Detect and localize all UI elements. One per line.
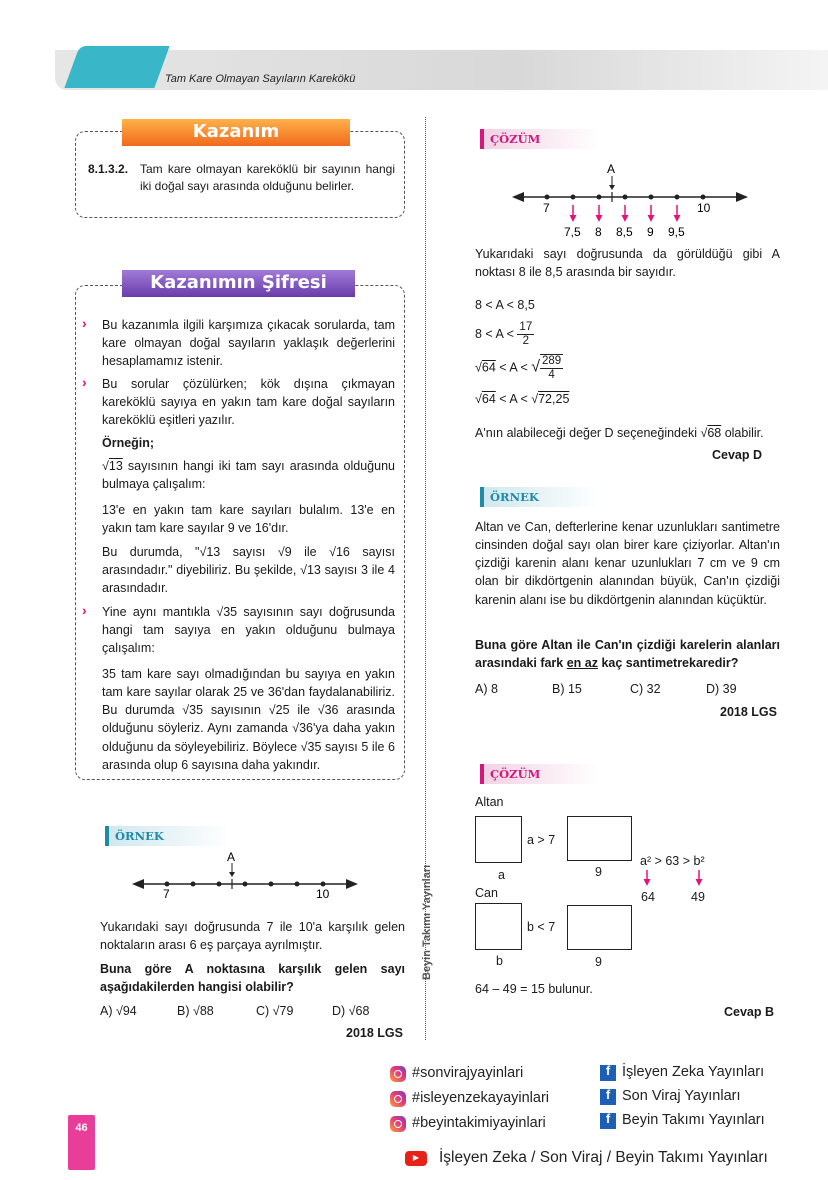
value-49: 49	[691, 890, 705, 904]
frac1-num: 17	[517, 321, 534, 335]
point-a-label: A	[227, 850, 236, 864]
page-title: Tam Kare Olmayan Sayıların Karekökü	[165, 73, 356, 85]
line4-mid: < A <	[495, 392, 532, 406]
point-a-label: A	[607, 162, 616, 176]
instagram-icon	[390, 1091, 406, 1107]
ornek2-text: Altan ve Can, defterlerine kenar uzunlukları santimetre cinsinden doğal sayı olan birer kare çiziyorlar. Altan'ın çizdiği karenin alanı kenar uzunlukları 7 cm ve 9 cm olan bir dikdörtgenin alanından büyük, Can'ın çizdiği karenin alanı ise bu dikdörtgenin alanından küçüktür.	[475, 520, 780, 607]
altan-square	[475, 816, 522, 863]
cozum1-line3: √64 < A < √ $\frac{289}{4}$	[475, 355, 562, 382]
tick-label-7: 7	[543, 201, 550, 215]
inequality: a² > 63 > b²	[640, 854, 705, 868]
bullet-arrow-icon: ›	[82, 374, 87, 390]
kazanim-text: Tam kare olmayan kareköklü bir sayının hangi iki doğal sayı arasında olduğunu belirler.	[140, 162, 395, 194]
page-number: 46	[68, 1115, 95, 1170]
line3-mid: < A <	[495, 360, 532, 375]
question-part-a: Buna göre Altan ile Can'ın çizdiği karelerin alanları arasındaki fark	[475, 638, 780, 671]
frac1-den: 2	[522, 335, 530, 348]
option-b[interactable]: B) √88	[177, 1004, 214, 1018]
conclusion-text: A'nın alabileceği değer D seçeneğindeki	[475, 426, 701, 440]
ornek1-question: Buna göre A noktasına karşılık gelen sayı aşağıdakilerden hangisi olabilir?	[100, 962, 405, 995]
instagram-handle: #isleyenzekayayinlari	[412, 1090, 550, 1106]
facebook-page: Beyin Takımı Yayınları	[622, 1112, 765, 1128]
cozum1-text: Yukarıdaki sayı doğrusunda da görüldüğü gibi A noktası 8 ile 8,5 arasında bir sayıdır.	[475, 247, 780, 280]
cozum1-line1: 8 < A < 8,5	[475, 298, 535, 312]
option-a[interactable]: A) 8	[475, 682, 498, 696]
tick-label-7: 7	[163, 887, 170, 901]
ornek2-question	[475, 636, 780, 672]
instagram-link[interactable]	[390, 1113, 546, 1134]
ornegin-label: Örneğin;	[102, 436, 155, 450]
youtube-channel: İşleyen Zeka / Son Viraj / Beyin Takımı Yayınları	[439, 1149, 768, 1166]
sifre-paragraph-3: √13 sayısının hangi iki tam sayı arasında olduğunu bulmaya çalışalım:	[102, 459, 395, 492]
sifre-paragraph-6: Yine aynı mantıkla √35 sayısının sayı doğrusunda hangi tam sayıya en yakın olduğunu bulmaya çalışalım:	[102, 605, 395, 656]
side-b-label: b	[496, 954, 503, 968]
sub-label-7-5: 7,5	[564, 225, 581, 239]
sifre-banner: Kazanımın Şifresi	[122, 270, 355, 297]
line4-left-root: 64	[481, 392, 496, 406]
option-c[interactable]: C) √79	[256, 1004, 294, 1018]
cozum1-line2	[475, 321, 534, 348]
option-d[interactable]: D) √68	[332, 1004, 370, 1018]
altan-label: Altan	[475, 795, 504, 809]
can-label: Can	[475, 886, 498, 900]
instagram-link[interactable]	[390, 1088, 549, 1109]
ornek-tag: ÖRNEK	[480, 487, 600, 507]
youtube-link[interactable]	[405, 1147, 768, 1169]
line4-right-root: 72,25	[538, 392, 570, 406]
cozum2-answer: Cevap B	[724, 1005, 775, 1019]
ornek1-text: Yukarıdaki sayı doğrusunda 7 ile 10'a karşılık gelen noktaların arası 6 eş parçaya ayrılmıştır.	[100, 920, 405, 953]
rect-width-label: 9	[595, 955, 602, 969]
tick-label-10: 10	[697, 201, 711, 215]
option-a[interactable]: A) √94	[100, 1004, 137, 1018]
sub-label-8-5: 8,5	[616, 225, 633, 239]
bullet-arrow-icon: ›	[82, 602, 87, 618]
sifre-paragraph-5: Bu durumda, "√13 sayısı √9 ile √16 sayısı arasındadır." diyebiliriz. Bu şekilde, √13 sayısı 3 ile 4 arasındadır.	[102, 545, 395, 596]
line3-root: 64	[481, 360, 496, 375]
header-accent	[64, 46, 169, 88]
option-c[interactable]: C) 32	[630, 682, 661, 696]
kazanim-code: 8.1.3.2.	[88, 162, 129, 176]
cozum1-answer: Cevap D	[712, 448, 763, 462]
sub-label-9-5: 9,5	[668, 225, 685, 239]
facebook-icon: f	[600, 1089, 616, 1105]
ornek-tag: ÖRNEK	[105, 826, 230, 846]
side-a-label: a	[498, 868, 505, 882]
facebook-page: Son Viraj Yayınları	[622, 1088, 741, 1104]
instagram-icon	[390, 1116, 406, 1132]
conclusion-end: olabilir.	[721, 426, 764, 440]
ornek1-source: 2018 LGS	[346, 1026, 403, 1040]
option-d[interactable]: D) 39	[706, 682, 737, 696]
facebook-link[interactable]	[600, 1062, 764, 1083]
cozum-tag: ÇÖZÜM	[480, 764, 600, 784]
facebook-page: İşleyen Zeka Yayınları	[622, 1064, 765, 1080]
frac2-den: 4	[548, 369, 555, 382]
conclusion-root: 68	[707, 426, 722, 440]
instagram-icon	[390, 1066, 406, 1082]
rectangle-7x9	[567, 905, 632, 950]
question-part-b: kaç santimetrekaredir?	[597, 656, 739, 671]
root-13: 13	[108, 459, 123, 473]
tick-label-10: 10	[316, 887, 330, 901]
cozum1-number-line	[510, 160, 750, 240]
sifre-paragraph-2: Bu sorular çözülürken; kök dışına çıkmayan kareköklü sayıya en yakın tam kare doğal sayıların kareköklü eşitleri yazılır.	[102, 377, 395, 428]
cozum1-conclusion: A'nın alabileceği değer D seçeneğindeki √68 olabilir.	[475, 426, 764, 440]
sifre-paragraph-4: 13'e en yakın tam kare sayıları bulalım. 13'e en yakın tam kare sayılar 9 ve 16'dır.	[102, 503, 395, 536]
option-b[interactable]: B) 15	[552, 682, 582, 696]
question-underline: en az	[566, 656, 598, 671]
ornek1-number-line	[130, 848, 360, 903]
instagram-handle: #beyintakimiyayinlari	[412, 1115, 546, 1131]
can-square	[475, 903, 522, 950]
line2-prefix: 8 < A <	[475, 327, 514, 342]
sifre-paragraph-1: Bu kazanımla ilgili karşımıza çıkacak sorularda, tam kare olmayan doğal sayıların yaklaşık değerlerini hesaplamamız istenir.	[102, 318, 395, 369]
cozum2-result: 64 – 49 = 15 bulunur.	[475, 982, 593, 996]
b-compare: b < 7	[527, 920, 556, 934]
kazanim-banner: Kazanım	[122, 119, 350, 146]
facebook-icon: f	[600, 1113, 616, 1129]
rect-width-label: 9	[595, 865, 602, 879]
side-brand: Beyin Takımı Yayınları	[421, 864, 433, 980]
facebook-link[interactable]	[600, 1086, 741, 1107]
a-compare: a > 7	[527, 833, 556, 847]
facebook-link[interactable]	[600, 1110, 765, 1131]
youtube-icon: ▶	[405, 1151, 427, 1166]
facebook-icon: f	[600, 1065, 616, 1081]
sifre-paragraph-3-rest: sayısının hangi iki tam sayı arasında olduğunu bulmaya çalışalım:	[102, 459, 395, 492]
sifre-paragraph-7: 35 tam kare sayı olmadığından bu sayıya en yakın tam kare sayılar olarak 25 ve 36'dan faydalanabiliriz. Bu durumda √35 sayısının √25 ile √36 arasında olduğunu söyleriz. Aynı zamanda √36'ya daha yakın olduğunu da söyleyebiliriz. Böylece √35 sayısı 5 ile 6 arasında olup 6 sayısına daha yakındır.	[102, 667, 395, 772]
sub-label-9: 9	[647, 225, 654, 239]
ornek2-source: 2018 LGS	[720, 705, 777, 719]
instagram-link[interactable]	[390, 1063, 523, 1084]
value-64: 64	[641, 890, 655, 904]
rectangle-7x9	[567, 816, 632, 861]
sub-label-8: 8	[595, 225, 602, 239]
frac2-num: 289	[540, 355, 563, 369]
result-arrows	[642, 868, 712, 888]
bullet-arrow-icon: ›	[82, 315, 87, 331]
cozum1-line4: √64 < A < √72,25	[475, 392, 570, 406]
cozum-tag: ÇÖZÜM	[480, 129, 600, 149]
instagram-handle: #sonvirajyayinlari	[412, 1065, 524, 1081]
